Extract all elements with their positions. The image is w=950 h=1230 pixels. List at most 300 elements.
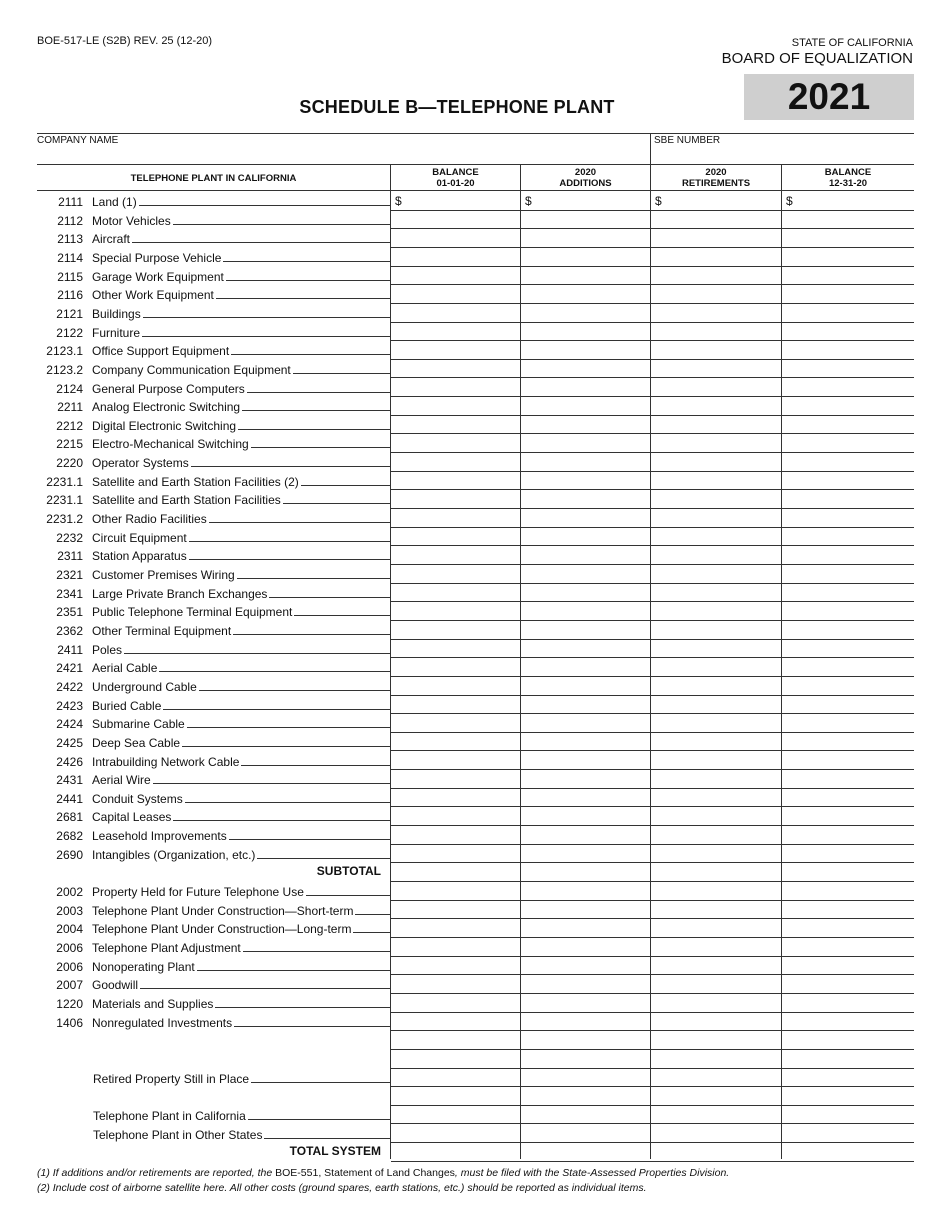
account-description — [92, 848, 391, 862]
row-4-cell-balance-end[interactable] — [782, 267, 914, 286]
retired-cell-balance-start[interactable] — [391, 1069, 520, 1088]
leader-line — [223, 261, 391, 262]
row-20-cell-additions[interactable] — [521, 565, 650, 584]
row-16-cell-retirements[interactable] — [651, 490, 781, 509]
row-22-cell-additions[interactable] — [521, 602, 650, 621]
leader-line — [229, 839, 391, 840]
account-description — [92, 1016, 391, 1030]
row-25-cell-additions[interactable] — [521, 658, 650, 677]
row-17-cell-balance-end[interactable] — [782, 509, 914, 528]
row-19-cell-balance-end[interactable] — [782, 546, 914, 565]
row-20-cell-retirements[interactable] — [651, 565, 781, 584]
subtotal-cell-retirements[interactable] — [651, 863, 781, 882]
plant-ca-cell-balance-end[interactable] — [782, 1106, 914, 1125]
row-2-cell-balance-start[interactable] — [391, 229, 520, 248]
row-7-cell-balance-start[interactable] — [391, 323, 520, 342]
mid-row-2-cell-balance-start[interactable] — [391, 919, 520, 938]
row-13-cell-balance-start[interactable] — [391, 434, 520, 453]
row-29-cell-additions[interactable] — [521, 733, 650, 752]
leader-line — [153, 783, 391, 784]
row-34-cell-retirements[interactable] — [651, 826, 781, 845]
account-description — [92, 326, 391, 340]
leader-line — [124, 653, 391, 654]
leader-line — [355, 914, 391, 915]
leader-line — [242, 410, 391, 411]
account-description-text: Leasehold Improvements — [92, 829, 227, 844]
row-1-cell-balance-end[interactable] — [782, 211, 914, 230]
leader-line — [189, 559, 391, 560]
row-30-cell-balance-end[interactable] — [782, 752, 914, 771]
row-0-cell-additions[interactable] — [521, 192, 650, 211]
blank-row-0-cell-retirements[interactable] — [651, 1031, 781, 1050]
row-27-cell-balance-end[interactable] — [782, 696, 914, 715]
row-0-cell-balance-start[interactable] — [391, 192, 520, 211]
row-35-cell-balance-end[interactable] — [782, 845, 914, 864]
account-description — [92, 270, 391, 284]
table-row — [37, 752, 391, 770]
mid-row-6-cell-balance-start[interactable] — [391, 994, 520, 1013]
mid-row-5-cell-balance-start[interactable] — [391, 975, 520, 994]
row-19-cell-balance-start[interactable] — [391, 546, 520, 565]
account-description — [92, 624, 391, 638]
row-15-cell-balance-start[interactable] — [391, 472, 520, 491]
total-cell-balance-end[interactable] — [782, 1143, 914, 1162]
row-8-cell-balance-start[interactable] — [391, 341, 520, 360]
mid-row-4-cell-balance-end[interactable] — [782, 957, 914, 976]
row-18-cell-balance-end[interactable] — [782, 528, 914, 547]
row-3-cell-additions[interactable] — [521, 248, 650, 267]
retired-cell-retirements[interactable] — [651, 1069, 781, 1088]
mid-row-0-cell-retirements[interactable] — [651, 882, 781, 901]
row-20-cell-balance-end[interactable] — [782, 565, 914, 584]
mid-row-5-cell-balance-end[interactable] — [782, 975, 914, 994]
row-32-cell-balance-start[interactable] — [391, 789, 520, 808]
row-26-cell-balance-start[interactable] — [391, 677, 520, 696]
row-24-cell-balance-start[interactable] — [391, 640, 520, 659]
plant-other-cell-retirements[interactable] — [651, 1125, 781, 1144]
row-16-cell-balance-end[interactable] — [782, 490, 914, 509]
account-code: 2211 — [57, 400, 83, 415]
row-28-cell-additions[interactable] — [521, 714, 650, 733]
plant-other-cell-balance-end[interactable] — [782, 1125, 914, 1144]
row-0-cell-balance-end[interactable] — [782, 192, 914, 211]
row-17-cell-additions[interactable] — [521, 509, 650, 528]
blank-row-1-cell-balance-start[interactable] — [391, 1050, 520, 1069]
row-6-cell-additions[interactable] — [521, 304, 650, 323]
row-28-cell-retirements[interactable] — [651, 714, 781, 733]
subtotal-cell-balance-start[interactable] — [391, 863, 520, 882]
row-31-cell-additions[interactable] — [521, 770, 650, 789]
row-26-cell-balance-end[interactable] — [782, 677, 914, 696]
plant-other-cell-additions[interactable] — [521, 1125, 650, 1144]
mid-row-2-cell-balance-end[interactable] — [782, 919, 914, 938]
row-21-cell-retirements[interactable] — [651, 584, 781, 603]
account-description-text: Poles — [92, 642, 123, 657]
mid-row-1-cell-additions[interactable] — [521, 901, 650, 920]
footnote-2: (2) Include cost of airborne satellite here. All other costs (ground spares, earth stations, etc.) should be reported as individual items. — [37, 1182, 647, 1194]
subtotal-cell-balance-end[interactable] — [782, 863, 914, 882]
row-9-cell-balance-end[interactable] — [782, 360, 914, 379]
account-code: 2341 — [56, 586, 83, 601]
row-34-cell-additions[interactable] — [521, 826, 650, 845]
row-32-cell-retirements[interactable] — [651, 789, 781, 808]
row-24-cell-additions[interactable] — [521, 640, 650, 659]
mid-row-0-cell-balance-start[interactable] — [391, 882, 520, 901]
row-35-cell-balance-start[interactable] — [391, 845, 520, 864]
account-code: 2351 — [56, 605, 83, 620]
account-code: 2231.1 — [46, 474, 83, 489]
row-30-cell-additions[interactable] — [521, 752, 650, 771]
leader-line — [187, 727, 391, 728]
col-header-line1: BALANCE — [824, 167, 872, 178]
row-34-cell-balance-end[interactable] — [782, 826, 914, 845]
row-30-cell-retirements[interactable] — [651, 752, 781, 771]
mid-row-4-cell-balance-start[interactable] — [391, 957, 520, 976]
row-31-cell-balance-end[interactable] — [782, 770, 914, 789]
blank-row-1-cell-retirements[interactable] — [651, 1050, 781, 1069]
blank-row-1-cell-balance-end[interactable] — [782, 1050, 914, 1069]
row-6-cell-retirements[interactable] — [651, 304, 781, 323]
row-27-cell-additions[interactable] — [521, 696, 650, 715]
account-code: 1406 — [56, 1015, 83, 1030]
summary-description — [93, 1072, 391, 1086]
account-code: 2006 — [56, 959, 83, 974]
retired-cell-balance-end[interactable] — [782, 1069, 914, 1088]
plant-ca-cell-balance-start[interactable] — [391, 1106, 520, 1125]
leader-line — [209, 522, 391, 523]
form-id: BOE-517-LE (S2B) REV. 25 (12-20) — [37, 35, 213, 47]
col-header-line1: BALANCE — [432, 167, 479, 178]
row-27-cell-retirements[interactable] — [651, 696, 781, 715]
account-description-text: Intangibles (Organization, etc.) — [92, 847, 256, 862]
row-21-cell-additions[interactable] — [521, 584, 650, 603]
row-15-cell-retirements[interactable] — [651, 472, 781, 491]
row-17-cell-balance-start[interactable] — [391, 509, 520, 528]
table-row — [37, 770, 391, 788]
row-24-cell-balance-end[interactable] — [782, 640, 914, 659]
mid-row-2-cell-retirements[interactable] — [651, 919, 781, 938]
mid-row-3-cell-balance-end[interactable] — [782, 938, 914, 957]
mid-row-3-cell-balance-start[interactable] — [391, 938, 520, 957]
blank-row-0-cell-additions[interactable] — [521, 1031, 650, 1050]
row-17-cell-retirements[interactable] — [651, 509, 781, 528]
account-code: 2231.1 — [46, 493, 83, 508]
mid-row-1-cell-balance-start[interactable] — [391, 901, 520, 920]
footnote-1-form-ref: BOE-551, Statement of Land Changes — [275, 1167, 455, 1179]
table-row — [37, 304, 391, 322]
row-4-cell-retirements[interactable] — [651, 267, 781, 286]
table-row — [37, 640, 391, 658]
blank-row-2-cell-balance-end[interactable] — [782, 1087, 914, 1106]
plant-other-cell-balance-start[interactable] — [391, 1125, 520, 1144]
mid-row-0-cell-additions[interactable] — [521, 882, 650, 901]
sbe-number-field[interactable] — [651, 133, 914, 164]
leader-line — [139, 205, 391, 206]
row-4-cell-additions[interactable] — [521, 267, 650, 286]
blank-row-1-cell-additions[interactable] — [521, 1050, 650, 1069]
account-description-text: Other Work Equipment — [92, 288, 214, 303]
row-13-cell-balance-end[interactable] — [782, 434, 914, 453]
account-description-text: Aerial Wire — [92, 773, 151, 788]
row-23-cell-balance-end[interactable] — [782, 621, 914, 640]
leader-line — [248, 1119, 391, 1120]
row-2-cell-additions[interactable] — [521, 229, 650, 248]
mid-row-7-cell-balance-end[interactable] — [782, 1013, 914, 1032]
account-description — [92, 400, 391, 414]
mid-row-7-cell-balance-start[interactable] — [391, 1013, 520, 1032]
mid-row-6-cell-retirements[interactable] — [651, 994, 781, 1013]
row-5-cell-balance-start[interactable] — [391, 285, 520, 304]
row-5-cell-balance-end[interactable] — [782, 285, 914, 304]
row-29-cell-balance-start[interactable] — [391, 733, 520, 752]
account-description — [92, 493, 391, 507]
row-21-cell-balance-start[interactable] — [391, 584, 520, 603]
row-22-cell-retirements[interactable] — [651, 602, 781, 621]
row-32-cell-additions[interactable] — [521, 789, 650, 808]
row-10-cell-balance-start[interactable] — [391, 379, 520, 398]
row-22-cell-balance-end[interactable] — [782, 602, 914, 621]
leader-line — [199, 690, 391, 691]
row-1-cell-additions[interactable] — [521, 211, 650, 230]
plant-ca-cell-retirements[interactable] — [651, 1106, 781, 1125]
account-description — [92, 344, 391, 358]
row-33-cell-balance-end[interactable] — [782, 807, 914, 826]
row-23-cell-balance-start[interactable] — [391, 621, 520, 640]
row-6-cell-balance-start[interactable] — [391, 304, 520, 323]
leader-line — [189, 541, 391, 542]
mid-row-6-cell-additions[interactable] — [521, 994, 650, 1013]
mid-row-4-cell-retirements[interactable] — [651, 957, 781, 976]
row-9-cell-balance-start[interactable] — [391, 360, 520, 379]
row-25-cell-balance-start[interactable] — [391, 658, 520, 677]
account-description-text: Capital Leases — [92, 810, 172, 825]
row-11-cell-retirements[interactable] — [651, 397, 781, 416]
retired-cell-additions[interactable] — [521, 1069, 650, 1088]
row-7-cell-balance-end[interactable] — [782, 323, 914, 342]
mid-row-7-cell-additions[interactable] — [521, 1013, 650, 1032]
total-cell-additions[interactable] — [521, 1143, 650, 1162]
row-14-cell-balance-start[interactable] — [391, 453, 520, 472]
row-28-cell-balance-end[interactable] — [782, 714, 914, 733]
row-2-cell-balance-end[interactable] — [782, 229, 914, 248]
row-0-cell-retirements[interactable] — [651, 192, 781, 211]
account-description — [92, 997, 391, 1011]
account-description — [92, 251, 391, 265]
row-12-cell-balance-start[interactable] — [391, 416, 520, 435]
row-21-cell-balance-end[interactable] — [782, 584, 914, 603]
row-8-cell-additions[interactable] — [521, 341, 650, 360]
leader-line — [163, 709, 391, 710]
row-31-cell-balance-start[interactable] — [391, 770, 520, 789]
row-33-cell-additions[interactable] — [521, 807, 650, 826]
row-23-cell-retirements[interactable] — [651, 621, 781, 640]
row-3-cell-balance-end[interactable] — [782, 248, 914, 267]
account-description-text: Buildings — [92, 306, 141, 321]
currency-symbol: $ — [655, 194, 662, 208]
mid-row-5-cell-retirements[interactable] — [651, 975, 781, 994]
mid-row-0-cell-balance-end[interactable] — [782, 882, 914, 901]
row-33-cell-retirements[interactable] — [651, 807, 781, 826]
mid-row-1-cell-retirements[interactable] — [651, 901, 781, 920]
plant-ca-cell-additions[interactable] — [521, 1106, 650, 1125]
row-8-cell-retirements[interactable] — [651, 341, 781, 360]
mid-row-7-cell-retirements[interactable] — [651, 1013, 781, 1032]
row-26-cell-retirements[interactable] — [651, 677, 781, 696]
row-19-cell-retirements[interactable] — [651, 546, 781, 565]
row-18-cell-balance-start[interactable] — [391, 528, 520, 547]
account-code: 2441 — [56, 791, 83, 806]
row-27-cell-balance-start[interactable] — [391, 696, 520, 715]
blank-row-0-cell-balance-end[interactable] — [782, 1031, 914, 1050]
row-10-cell-retirements[interactable] — [651, 379, 781, 398]
account-description-text: Public Telephone Terminal Equipment — [92, 605, 293, 620]
leader-line — [197, 970, 391, 971]
table-row — [37, 1013, 391, 1031]
account-description-text: Materials and Supplies — [92, 996, 214, 1011]
row-34-cell-balance-start[interactable] — [391, 826, 520, 845]
subtotal-cell-additions[interactable] — [521, 863, 650, 882]
row-18-cell-additions[interactable] — [521, 528, 650, 547]
row-3-cell-balance-start[interactable] — [391, 248, 520, 267]
account-code: 2423 — [56, 698, 83, 713]
row-5-cell-additions[interactable] — [521, 285, 650, 304]
row-25-cell-retirements[interactable] — [651, 658, 781, 677]
total-cell-balance-start[interactable] — [391, 1143, 520, 1162]
row-30-cell-balance-start[interactable] — [391, 752, 520, 771]
row-19-cell-additions[interactable] — [521, 546, 650, 565]
row-18-cell-retirements[interactable] — [651, 528, 781, 547]
leader-line — [191, 466, 391, 467]
row-29-cell-balance-end[interactable] — [782, 733, 914, 752]
leader-line — [251, 447, 391, 448]
account-description — [92, 699, 391, 713]
account-description — [92, 568, 391, 582]
row-3-cell-retirements[interactable] — [651, 248, 781, 267]
row-33-cell-balance-start[interactable] — [391, 807, 520, 826]
table-row — [37, 658, 391, 676]
table-row — [37, 1069, 391, 1087]
account-description-text: Nonregulated Investments — [92, 1015, 233, 1030]
row-14-cell-retirements[interactable] — [651, 453, 781, 472]
account-description — [92, 382, 391, 396]
leader-line — [251, 1082, 391, 1083]
account-code: 2116 — [57, 288, 83, 303]
table-row — [37, 882, 391, 900]
row-4-cell-balance-start[interactable] — [391, 267, 520, 286]
blank-row-2-cell-additions[interactable] — [521, 1087, 650, 1106]
col-header-additions — [521, 166, 650, 190]
row-24-cell-retirements[interactable] — [651, 640, 781, 659]
row-10-cell-additions[interactable] — [521, 379, 650, 398]
mid-row-3-cell-additions[interactable] — [521, 938, 650, 957]
mid-row-1-cell-balance-end[interactable] — [782, 901, 914, 920]
row-14-cell-additions[interactable] — [521, 453, 650, 472]
row-20-cell-balance-start[interactable] — [391, 565, 520, 584]
row-25-cell-balance-end[interactable] — [782, 658, 914, 677]
table-row — [37, 957, 391, 975]
row-7-cell-retirements[interactable] — [651, 323, 781, 342]
row-15-cell-balance-end[interactable] — [782, 472, 914, 491]
table-row — [37, 994, 391, 1012]
mid-row-2-cell-additions[interactable] — [521, 919, 650, 938]
row-6-cell-balance-end[interactable] — [782, 304, 914, 323]
row-35-cell-additions[interactable] — [521, 845, 650, 864]
row-32-cell-balance-end[interactable] — [782, 789, 914, 808]
company-name-field[interactable] — [37, 133, 650, 164]
row-31-cell-retirements[interactable] — [651, 770, 781, 789]
row-2-cell-retirements[interactable] — [651, 229, 781, 248]
row-12-cell-additions[interactable] — [521, 416, 650, 435]
mid-row-5-cell-additions[interactable] — [521, 975, 650, 994]
blank-row-2-cell-balance-start[interactable] — [391, 1087, 520, 1106]
year: 2021 — [787, 76, 871, 117]
account-description-text: Analog Electronic Switching — [92, 400, 241, 415]
account-code: 2311 — [57, 549, 83, 564]
row-23-cell-additions[interactable] — [521, 621, 650, 640]
footnote-1-text: (1) If additions and/or retirements are reported, the — [37, 1167, 276, 1179]
row-16-cell-balance-start[interactable] — [391, 490, 520, 509]
summary-description — [93, 1109, 391, 1123]
row-26-cell-additions[interactable] — [521, 677, 650, 696]
row-13-cell-retirements[interactable] — [651, 434, 781, 453]
row-12-cell-balance-end[interactable] — [782, 416, 914, 435]
summary-description-text: Telephone Plant in Other States — [93, 1127, 263, 1142]
row-11-cell-additions[interactable] — [521, 397, 650, 416]
row-10-cell-balance-end[interactable] — [782, 379, 914, 398]
row-11-cell-balance-end[interactable] — [782, 397, 914, 416]
state-label: STATE OF CALIFORNIA — [791, 37, 913, 49]
row-28-cell-balance-start[interactable] — [391, 714, 520, 733]
row-11-cell-balance-start[interactable] — [391, 397, 520, 416]
row-1-cell-retirements[interactable] — [651, 211, 781, 230]
row-12-cell-retirements[interactable] — [651, 416, 781, 435]
mid-row-6-cell-balance-end[interactable] — [782, 994, 914, 1013]
blank-row-2-cell-retirements[interactable] — [651, 1087, 781, 1106]
account-description-text: Operator Systems — [92, 456, 189, 471]
mid-row-3-cell-retirements[interactable] — [651, 938, 781, 957]
row-5-cell-retirements[interactable] — [651, 285, 781, 304]
row-22-cell-balance-start[interactable] — [391, 602, 520, 621]
row-15-cell-additions[interactable] — [521, 472, 650, 491]
total-cell-retirements[interactable] — [651, 1143, 781, 1162]
row-9-cell-additions[interactable] — [521, 360, 650, 379]
row-29-cell-retirements[interactable] — [651, 733, 781, 752]
account-description-text: Digital Electronic Switching — [92, 418, 237, 433]
row-14-cell-balance-end[interactable] — [782, 453, 914, 472]
account-code: 2431 — [56, 773, 83, 788]
row-1-cell-balance-start[interactable] — [391, 211, 520, 230]
row-13-cell-additions[interactable] — [521, 434, 650, 453]
row-35-cell-retirements[interactable] — [651, 845, 781, 864]
account-description-text: Special Purpose Vehicle — [92, 250, 222, 265]
leader-line — [215, 1007, 391, 1008]
blank-row-0-cell-balance-start[interactable] — [391, 1031, 520, 1050]
mid-row-4-cell-additions[interactable] — [521, 957, 650, 976]
table-row — [37, 341, 391, 359]
row-7-cell-additions[interactable] — [521, 323, 650, 342]
row-9-cell-retirements[interactable] — [651, 360, 781, 379]
account-code: 2113 — [57, 232, 83, 247]
table-row — [37, 490, 391, 508]
account-description-text: Conduit Systems — [92, 791, 183, 806]
leader-line — [185, 802, 391, 803]
row-8-cell-balance-end[interactable] — [782, 341, 914, 360]
table-row — [37, 901, 391, 919]
col-header-line2: ADDITIONS — [559, 178, 612, 189]
table-row — [37, 919, 391, 937]
row-16-cell-additions[interactable] — [521, 490, 650, 509]
account-description-text: Underground Cable — [92, 679, 197, 694]
